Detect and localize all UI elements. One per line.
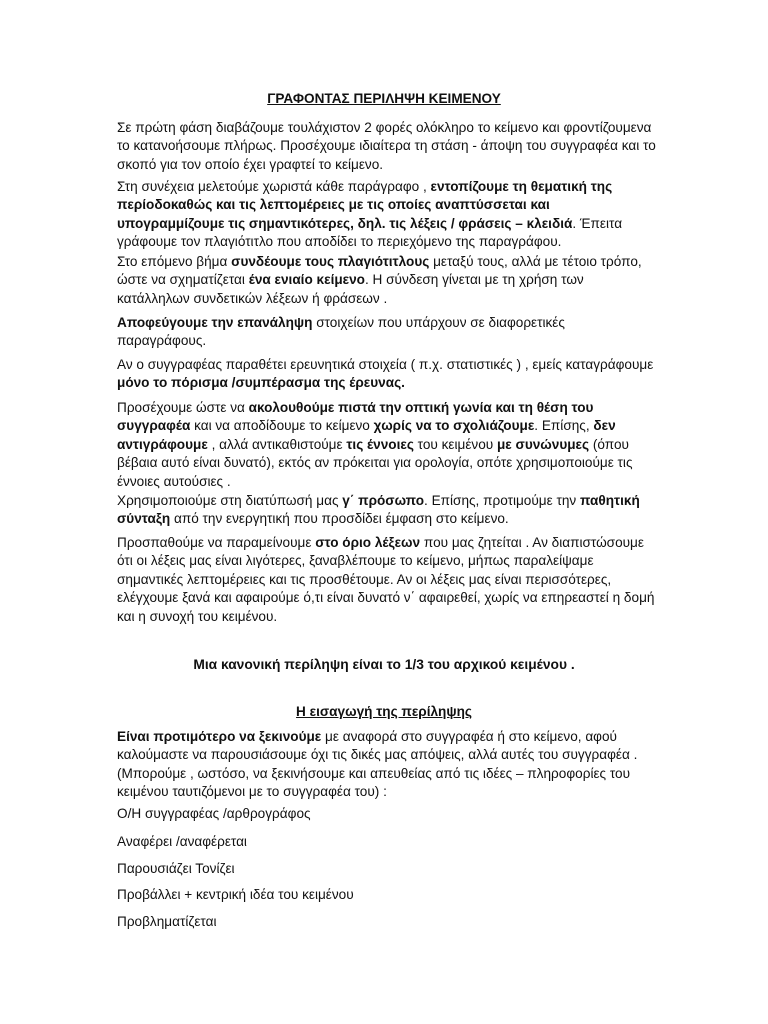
text-run: και να αποδίδουμε το κείμενο bbox=[190, 418, 374, 434]
text-run: του κειμένου bbox=[413, 436, 497, 452]
document-title: ΓΡΑΦΟΝΤΑΣ ΠΕΡΙΛΗΨΗ ΚΕΙΜΕΝΟΥ bbox=[267, 91, 501, 106]
emphasis-text: με συνώνυμες bbox=[496, 436, 590, 452]
list-item: Προβληματίζεται bbox=[117, 914, 217, 929]
text-run: . Επίσης, προτιμούμε την bbox=[424, 493, 580, 508]
list-item: Προβάλλει + κεντρική ιδέα του κειμένου bbox=[117, 887, 354, 902]
text-run: . Έπειτα γράφουμε τον πλαγιότιτλο που αποδίδει το περιεχόμενο της παραγράφου. bbox=[117, 215, 623, 250]
text-run: . Η σύνδεση γίνεται με τη χρήση των κατάλληλων συνδετικών λέξεων ή φράσεων . bbox=[117, 272, 584, 306]
paragraph-research-data bbox=[117, 356, 657, 393]
emphasis-text: τις έννοιες bbox=[346, 436, 414, 452]
paragraph-connect-subtitles bbox=[117, 253, 657, 308]
list-item: Ο/Η συγγραφέας /αρθρογράφος bbox=[117, 806, 311, 821]
text-run: Προσέχουμε ώστε να bbox=[117, 400, 249, 415]
paragraph-follow-author bbox=[117, 399, 657, 491]
text-run: μεταξύ τους, αλλά με τέτοιο τρόπο, ώστε να σχηματίζεται bbox=[117, 254, 642, 288]
text-run: . Επίσης, bbox=[534, 418, 594, 434]
emphasis-text: γ΄ πρόσωπο bbox=[342, 493, 425, 508]
text-run: που μας ζητείται . Αν διαπιστώσουμε ότι οι λέξεις μας είναι λιγότερες, ξαναβλέπουμε το κείμενο, μήπως παραλείψαμε σημαντικές λεπτομέρειες και τις προσθέτουμε. Αν οι λέξεις μας είναι περισσότερες, ελέγχουμε ξανά και αφαιρούμε ό,τι είναι δυνατό ν΄ αφαιρεθεί, χωρίς να επηρεαστεί η δομή και η συνοχή του κειμένου. bbox=[117, 535, 655, 624]
emphasis-text: Αποφεύγουμε την επανάληψη bbox=[117, 315, 313, 330]
emphasis-text: στο όριο λέξεων bbox=[315, 535, 421, 550]
paragraph-introduction bbox=[117, 728, 657, 802]
list-item: Παρουσιάζει Τονίζει bbox=[117, 861, 235, 876]
emphasis-text: παθητική σύνταξη bbox=[117, 493, 640, 527]
summary-length-rule: Μια κανονική περίληψη είναι το 1/3 του αρχικού κειμένου . bbox=[193, 657, 575, 672]
emphasis-text: δεν αντιγράφουμε bbox=[117, 418, 616, 452]
paragraph-third-person bbox=[117, 492, 657, 529]
text-run: στοιχείων που υπάρχουν σε διαφορετικές παραγράφους. bbox=[117, 315, 565, 349]
text-run: Αν ο συγγραφέας παραθέτει ερευνητικά στοιχεία ( π.χ. στατιστικές ) , εμείς καταγράφουμε bbox=[117, 357, 654, 372]
paragraph-study-paragraphs bbox=[117, 178, 657, 252]
emphasis-text: χωρίς να το σχολιάζουμε bbox=[373, 418, 535, 434]
paragraph-first-reading: Σε πρώτη φάση διαβάζουμε τουλάχιστον 2 φορές ολόκληρο το κείμενο και φροντίζουμενα το κατανοήσουμε πλήρως. Προσέχουμε ιδιαίτερα τη στάση - άποψη του συγγραφέα και το σκοπό για τον οποίο έχει γραφτεί το κείμενο. bbox=[117, 120, 656, 172]
text-run: (όπου βέβαια αυτό είναι δυνατό), εκτός αν πρόκειται για ορολογία, οπότε χρησιμοποιούμε τις έννοιες αυτούσιες . bbox=[117, 436, 633, 489]
section-subtitle: Η εισαγωγή της περίληψης bbox=[296, 704, 472, 719]
text-run: με αναφορά στο συγγραφέα ή στο κείμενο, αφού καλούμαστε να παρουσιάσουμε όχι τις δικές μας απόψεις, αλλά αυτές του συγγραφέα . (Μπορούμε , ωστόσο, να ξεκινήσουμε και απευθείας από τις ιδέες – πληροφορίες του κειμένου ταυτιζόμενοι με το συγγραφέα του) : bbox=[117, 729, 638, 800]
text-run: Προσπαθούμε να παραμείνουμε bbox=[117, 535, 316, 550]
text-run: , αλλά αντικαθιστούμε bbox=[207, 436, 347, 452]
list-item: Αναφέρει /αναφέρεται bbox=[117, 834, 247, 849]
text-run: Στο επόμενο βήμα bbox=[117, 254, 232, 269]
emphasis-text: ένα ενιαίο κείμενο bbox=[248, 272, 365, 288]
emphasis-text: ακολουθούμε πιστά την οπτική γωνία και τη θέση του συγγραφέα bbox=[117, 400, 594, 434]
emphasis-text: εντοπίζουμε τη θεματική της περίοδοκαθώς και τις λεπτομέρειες με τις οποίες αναπτύσσεται και υπογραμμίζουμε τις σημαντικότερες, δηλ. τις λέξεις / φράσεις – κλειδιά bbox=[117, 179, 613, 231]
text-run: από την ενεργητική που προσδίδει έμφαση στο κείμενο. bbox=[170, 511, 509, 527]
text-run: Στη συνέχεια μελετούμε χωριστά κάθε παράγραφο , bbox=[117, 179, 431, 194]
emphasis-text: συνδέουμε τους πλαγιότιτλους bbox=[231, 254, 430, 269]
paragraph-word-limit bbox=[117, 534, 657, 626]
paragraph-avoid-repetition bbox=[117, 314, 657, 351]
emphasis-text: Είναι προτιμότερο να ξεκινούμε bbox=[117, 729, 322, 744]
emphasis-text: μόνο το πόρισμα /συμπέρασμα της έρευνας. bbox=[117, 375, 405, 391]
text-run: Χρησιμοποιούμε στη διατύπωσή μας bbox=[117, 493, 343, 508]
